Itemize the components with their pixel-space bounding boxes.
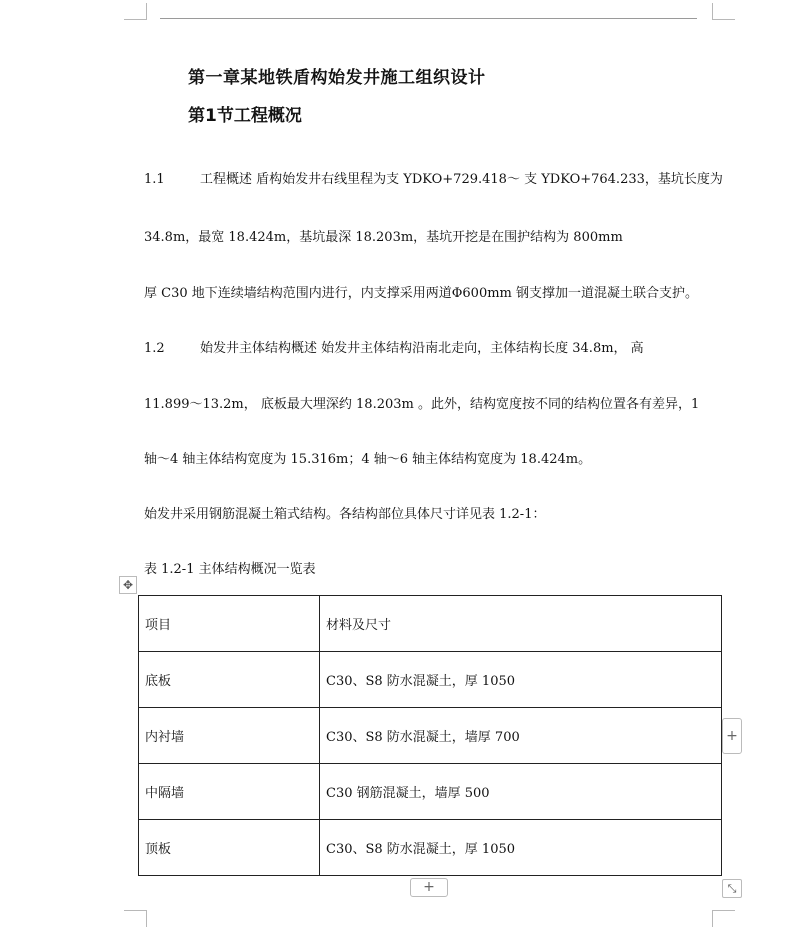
crop-mark-bottom-right [712, 910, 735, 927]
table-caption: 表 1.2-1 主体结构概况一览表 [144, 562, 316, 577]
table-cell[interactable]: C30、S8 防水混凝土，厚 1050 [320, 820, 722, 876]
resize-icon[interactable]: ⤡ [722, 879, 742, 898]
table-header-cell[interactable]: 材料及尺寸 [320, 596, 722, 652]
section-title: 第1节工程概况 [188, 106, 302, 126]
crop-mark-top-left [124, 3, 147, 20]
paragraph-text: 始发井主体结构概述 始发井主体结构沿南北走向，主体结构长度 34.8m， 高 [200, 341, 644, 356]
table-row [139, 764, 722, 820]
table-cell[interactable]: 顶板 [139, 820, 320, 876]
table-cell[interactable]: 中隔墙 [139, 764, 320, 820]
header-divider [160, 18, 697, 19]
add-row-button[interactable] [410, 878, 448, 897]
crop-mark-top-right [712, 3, 735, 20]
paragraph-text: 工程概述 盾构始发井右线里程为支 YDKO+729.418～ 支 YDKO+764.233，基坑长度为 [200, 172, 723, 187]
table-row [139, 820, 722, 876]
paragraph-1-line-1 [144, 168, 723, 187]
plus-icon: + [726, 728, 738, 744]
paragraph-2-line-1 [144, 337, 644, 356]
paragraph-number: 1.2 [144, 341, 165, 356]
table-cell[interactable]: C30、S8 防水混凝土，厚 1050 [320, 652, 722, 708]
table-cell[interactable]: 内衬墙 [139, 708, 320, 764]
add-column-button[interactable] [722, 718, 742, 754]
table-row [139, 708, 722, 764]
move-icon[interactable]: ✥ [119, 576, 137, 594]
paragraph-2-line-2: 11.899～13.2m， 底板最大埋深约 18.203m 。此外，结构宽度按不同的结构位置各有差异，1 [144, 397, 700, 412]
paragraph-1-line-2: 34.8m，最宽 18.424m，基坑最深 18.203m，基坑开挖是在围护结构为 800mm [144, 230, 623, 245]
table-row [139, 652, 722, 708]
table-header-cell[interactable]: 项目 [139, 596, 320, 652]
table-cell[interactable]: C30、S8 防水混凝土，墙厚 700 [320, 708, 722, 764]
chapter-title: 第一章某地铁盾构始发井施工组织设计 [188, 68, 486, 88]
structure-table [138, 595, 722, 876]
crop-mark-bottom-left [124, 910, 147, 927]
paragraph-3: 始发井采用钢筋混凝土箱式结构。各结构部位具体尺寸详见表 1.2-1： [144, 507, 546, 522]
table-cell[interactable]: C30 钢筋混凝土，墙厚 500 [320, 764, 722, 820]
paragraph-number: 1.1 [144, 172, 165, 187]
table-cell[interactable]: 底板 [139, 652, 320, 708]
table-header-row [139, 596, 722, 652]
plus-icon: + [423, 879, 435, 895]
paragraph-2-line-3: 轴～4 轴主体结构宽度为 15.316m；4 轴～6 轴主体结构宽度为 18.424m。 [144, 452, 592, 467]
paragraph-1-line-3: 厚 C30 地下连续墙结构范围内进行，内支撑采用两道Φ600mm 钢支撑加一道混凝土联合支护。 [144, 286, 699, 301]
